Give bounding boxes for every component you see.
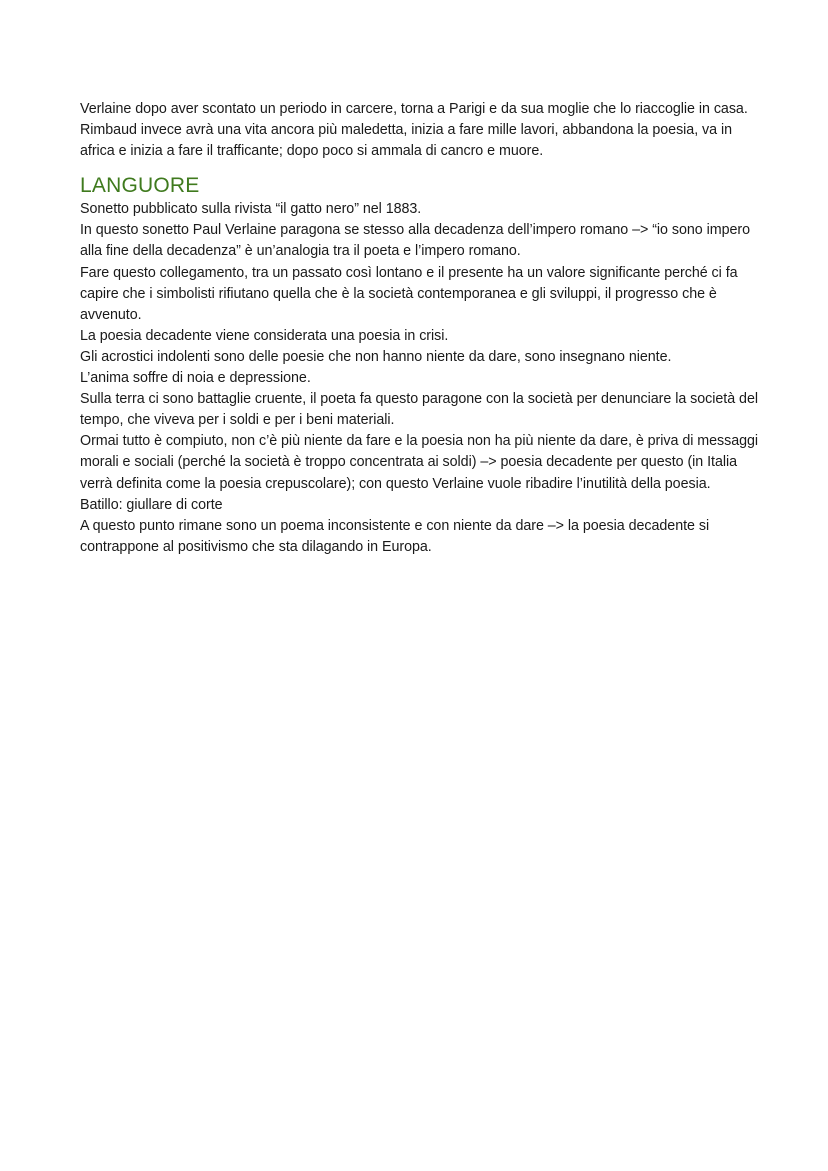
body-paragraph: In questo sonetto Paul Verlaine paragona se stesso alla decadenza dell’impero romano –> “io sono impero alla fine della decadenza” è un’analogia tra il poeta e l’impero romano. bbox=[80, 222, 751, 260]
body-paragraph: La poesia decadente viene considerata una poesia in crisi. bbox=[80, 327, 449, 344]
body-paragraph: L’anima soffre di noia e depressione. bbox=[80, 370, 311, 387]
body-paragraph: Batillo: giullare di corte bbox=[80, 496, 223, 513]
body-paragraph: Gli acrostici indolenti sono delle poesie che non hanno niente da dare, sono insegnano niente. bbox=[80, 348, 672, 365]
body-paragraph: Ormai tutto è compiuto, non c’è più niente da fare e la poesia non ha più niente da dare, è priva di messaggi morali e sociali (perché la società è troppo concentrata ai soldi) –> poesia decadente per questo (in Italia verrà definita come la poesia crepuscolare); con questo Verlaine vuole ribadire l’inutilità della poesia. bbox=[80, 433, 759, 492]
body-paragraph: Sulla terra ci sono battaglie cruente, il poeta fa questo paragone con la società per denunciare la società del tempo, che viveva per i soldi e per i beni materiali. bbox=[80, 391, 758, 429]
document-page bbox=[80, 99, 760, 558]
body-paragraph: Sonetto pubblicato sulla rivista “il gatto nero” nel 1883. bbox=[80, 201, 422, 218]
intro-paragraph: Verlaine dopo aver scontato un periodo in carcere, torna a Parigi e da sua moglie che lo riaccoglie in casa. Rimbaud invece avrà una vita ancora più maledetta, inizia a fare mille lavori, abbandona la poesia, va in africa e inizia a fare il trafficante; dopo poco si ammala di cancro e muore. bbox=[80, 101, 748, 160]
section-heading: LANGUORE bbox=[80, 174, 200, 198]
section-body bbox=[80, 199, 760, 558]
body-paragraph: A questo punto rimane sono un poema inconsistente e con niente da dare –> la poesia decadente si contrappone al positivismo che sta dilagando in Europa. bbox=[80, 517, 710, 555]
body-paragraph: Fare questo collegamento, tra un passato così lontano e il presente ha un valore significante perché ci fa capire che i simbolisti rifiutano quella che è la società contemporanea e gli sviluppi, il progresso che è avvenuto. bbox=[80, 264, 738, 323]
